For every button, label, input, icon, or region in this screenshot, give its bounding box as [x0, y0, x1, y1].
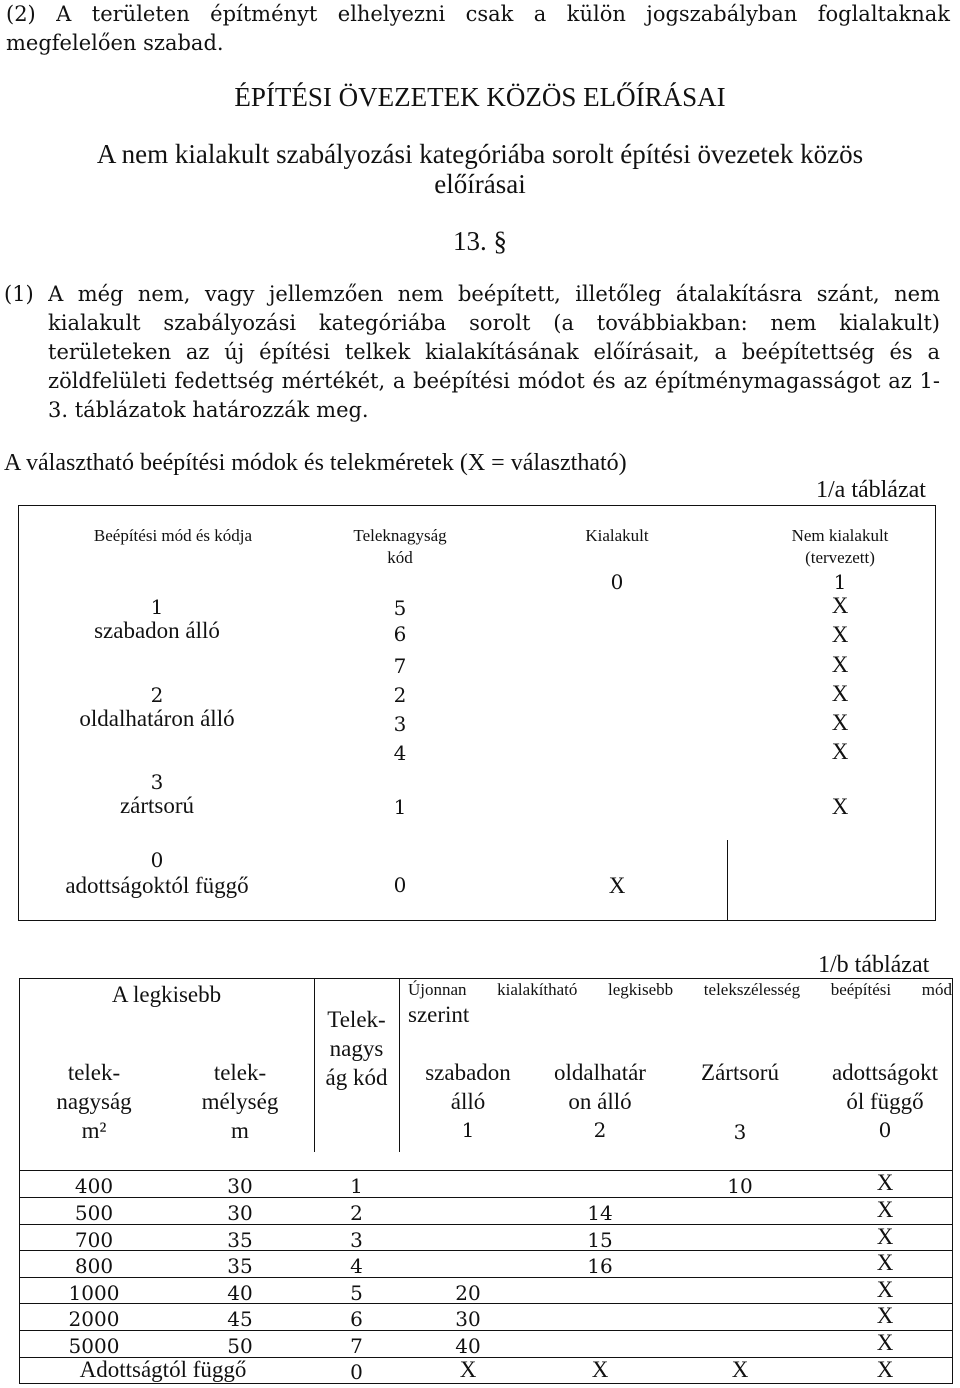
table-a-group-0-code: 0 — [150, 848, 164, 872]
table-b-area: 800 — [74, 1254, 114, 1278]
para2-line2: megfelelően szabad. — [6, 31, 224, 55]
table-a-group-1-code: 1 — [150, 595, 164, 619]
table-b-header-code-2: nagys — [329, 1036, 384, 1061]
table-b-c0: X — [876, 1170, 894, 1195]
table-a-header-nem-2: (tervezett) — [805, 548, 875, 567]
table-b-code: 6 — [350, 1307, 363, 1331]
table-b-header-span-word: telekszélesség — [703, 980, 801, 999]
table-b-c0: X — [876, 1250, 894, 1275]
table-b-header-code-3: ág kód — [325, 1065, 388, 1090]
table-b-area: Adottságtól függő — [79, 1357, 247, 1382]
table-b-header-span-line2: szerint — [408, 1002, 470, 1027]
table-b-c3: 10 — [727, 1174, 753, 1198]
table-a-nem-mark: X — [831, 794, 849, 819]
table-b-header-span-word: Újonnan — [408, 980, 467, 999]
para1-line3: területeken az új építési telkek kialakításának előírásait, a beépítettség és a — [48, 340, 940, 364]
table-b-header-span-line1 — [408, 979, 952, 1001]
table-b-header-span-word: kialakítható — [497, 980, 578, 999]
table-b-header-col3-code: 3 — [733, 1120, 747, 1144]
table-b-header-min: A legkisebb — [111, 982, 222, 1007]
table-b-header-area-3: m² — [81, 1118, 107, 1143]
table-b-c2: 15 — [587, 1228, 613, 1252]
table-b-area: 500 — [74, 1201, 114, 1225]
table-a-header-mode: Beépítési mód és kódja — [93, 526, 253, 545]
table-a-size: 2 — [393, 683, 407, 707]
table-a-group-1-name: szabadon álló — [94, 618, 220, 643]
table-b-depth: 40 — [227, 1281, 253, 1305]
table-b-header-code-1: Telek- — [327, 1007, 386, 1032]
table-b-code: 3 — [350, 1228, 363, 1252]
subheading-line1: A nem kialakult szabályozási kategóriába sorolt építési övezetek közös — [96, 139, 864, 169]
table-a-size: 4 — [393, 741, 407, 765]
table-b-depth: 35 — [227, 1228, 253, 1252]
table-b-area: 5000 — [68, 1334, 120, 1358]
paragraph-number: 13. § — [453, 226, 507, 256]
table-a-divider — [727, 840, 728, 921]
table-b-c0: X — [876, 1224, 894, 1249]
table-a-size: 6 — [393, 622, 407, 646]
subheading-line2: előírásai — [434, 169, 526, 199]
table-a-nem-mark: X — [831, 739, 849, 764]
table-b-caption: 1/b táblázat — [818, 952, 930, 978]
table-b-row-line — [19, 1277, 953, 1278]
para1-line1: (1) A még nem, vagy jellemzően nem beépített, illetőleg átalakításra szánt, nem — [4, 282, 940, 306]
table-b-row-line — [19, 1357, 953, 1358]
table-a-group-3-code: 3 — [150, 770, 164, 794]
para1-line4: zöldfelületi fedettség mértékét, a beépítési módot és az építménymagasságot az 1- — [48, 369, 940, 393]
table-b-row-line — [19, 1197, 953, 1198]
table-b-c0: X — [876, 1357, 894, 1382]
table-b-c3: X — [731, 1357, 749, 1382]
table-b-header-col0-code: 0 — [878, 1118, 892, 1142]
table-a-header-kialakult-code: 0 — [610, 570, 624, 594]
table-a-size: 1 — [393, 795, 407, 819]
table-b-header-col3-1: Zártsorú — [701, 1060, 779, 1085]
table-b-c1: X — [459, 1357, 477, 1382]
table-a-nem-mark: X — [831, 593, 849, 618]
table-b-depth: 30 — [227, 1174, 253, 1198]
table-a-nem-mark: X — [831, 622, 849, 647]
table-b-header-col2-code: 2 — [593, 1118, 607, 1142]
table-b-depth: 30 — [227, 1201, 253, 1225]
table-a-kialakult-mark: X — [608, 873, 626, 898]
table-a-group-3-name: zártsorú — [119, 793, 195, 818]
table-b-code: 5 — [350, 1281, 363, 1305]
table-b-header-col1-2: álló — [450, 1089, 486, 1114]
table-b-c1: 30 — [455, 1307, 481, 1331]
table-b-c1: 20 — [455, 1281, 481, 1305]
table-b-c0: X — [876, 1303, 894, 1328]
table-b-row-line — [19, 1303, 953, 1304]
table-a-group-0-name: adottságoktól függő — [65, 873, 249, 898]
table-a-size: 0 — [393, 873, 407, 897]
table-b-row-line — [19, 1330, 953, 1331]
table-a-header-size-2: kód — [387, 548, 413, 567]
table-b-depth: 45 — [227, 1307, 253, 1331]
table-b-header-col0-2: ól függő — [846, 1089, 924, 1114]
table-b-area: 700 — [74, 1228, 114, 1252]
table-b-header-span-word: mód — [921, 980, 952, 999]
table-b-code: 4 — [350, 1254, 363, 1278]
table-a-size: 5 — [393, 596, 407, 620]
table-b-depth: 35 — [227, 1254, 253, 1278]
table-b-code: 0 — [350, 1360, 363, 1384]
table-a-header-kialakult: Kialakult — [585, 526, 649, 545]
table-b-area: 400 — [74, 1174, 114, 1198]
table-a-group-2-code: 2 — [150, 683, 164, 707]
table-b-code: 1 — [350, 1174, 363, 1198]
table-a-group-2-name: oldalhatáron álló — [79, 706, 235, 731]
table-b-header-col1-code: 1 — [461, 1118, 475, 1142]
table-a-nem-mark: X — [831, 681, 849, 706]
table-b-c1: 40 — [455, 1334, 481, 1358]
table-a-intro: A választható beépítési módok és telekméretek (X = választható) — [4, 450, 627, 476]
table-a-header-nem: Nem kialakult — [791, 526, 889, 545]
table-a-size: 3 — [393, 712, 407, 736]
table-b-header-col1-1: szabadon — [425, 1060, 511, 1085]
table-b-header-depth-2: mélység — [201, 1089, 279, 1114]
table-b-code: 2 — [350, 1201, 363, 1225]
table-a-header-nem-code: 1 — [833, 570, 847, 594]
table-b-area: 2000 — [68, 1307, 120, 1331]
para2-line1: (2) A területen építményt elhelyezni csak a külön jogszabályban foglaltaknak — [6, 2, 950, 26]
table-b-row-line — [19, 1224, 953, 1225]
table-b-c2: X — [591, 1357, 609, 1382]
table-b-header-span-word: beépítési — [830, 980, 892, 999]
table-b-header-depth-3: m — [231, 1118, 249, 1143]
para1-line5: 3. táblázatok határozzák meg. — [48, 398, 369, 422]
table-a-header-size-1: Teleknagyság — [353, 526, 447, 545]
table-b-header-span-word: legkisebb — [608, 980, 674, 999]
table-b-header-col0-1: adottságokt — [831, 1060, 939, 1085]
table-b-header-area-1: telek- — [67, 1060, 121, 1085]
table-b-header-col2-1: oldalhatár — [554, 1060, 646, 1085]
table-b-row-line — [19, 1250, 953, 1251]
table-b-c2: 16 — [587, 1254, 613, 1278]
table-a-caption: 1/a táblázat — [816, 477, 926, 503]
table-b-header-depth-1: telek- — [213, 1060, 267, 1085]
table-b-code: 7 — [350, 1334, 363, 1358]
table-b-c2: 14 — [587, 1201, 613, 1225]
table-b-header-area-2: nagyság — [56, 1089, 132, 1114]
para1-line2: kialakult szabályozási kategóriába sorolt (a továbbiakban: nem kialakult) — [48, 311, 940, 335]
table-b-depth: 50 — [227, 1334, 253, 1358]
table-a-size: 7 — [393, 654, 407, 678]
table-b-c0: X — [876, 1277, 894, 1302]
table-b-c0: X — [876, 1330, 894, 1355]
section-heading: ÉPÍTÉSI ÖVEZETEK KÖZÖS ELŐÍRÁSAI — [234, 82, 726, 112]
table-a-nem-mark: X — [831, 652, 849, 677]
table-b-area: 1000 — [68, 1281, 120, 1305]
table-b-c0: X — [876, 1197, 894, 1222]
table-a-nem-mark: X — [831, 710, 849, 735]
table-b-header-col2-2: on álló — [568, 1089, 632, 1114]
